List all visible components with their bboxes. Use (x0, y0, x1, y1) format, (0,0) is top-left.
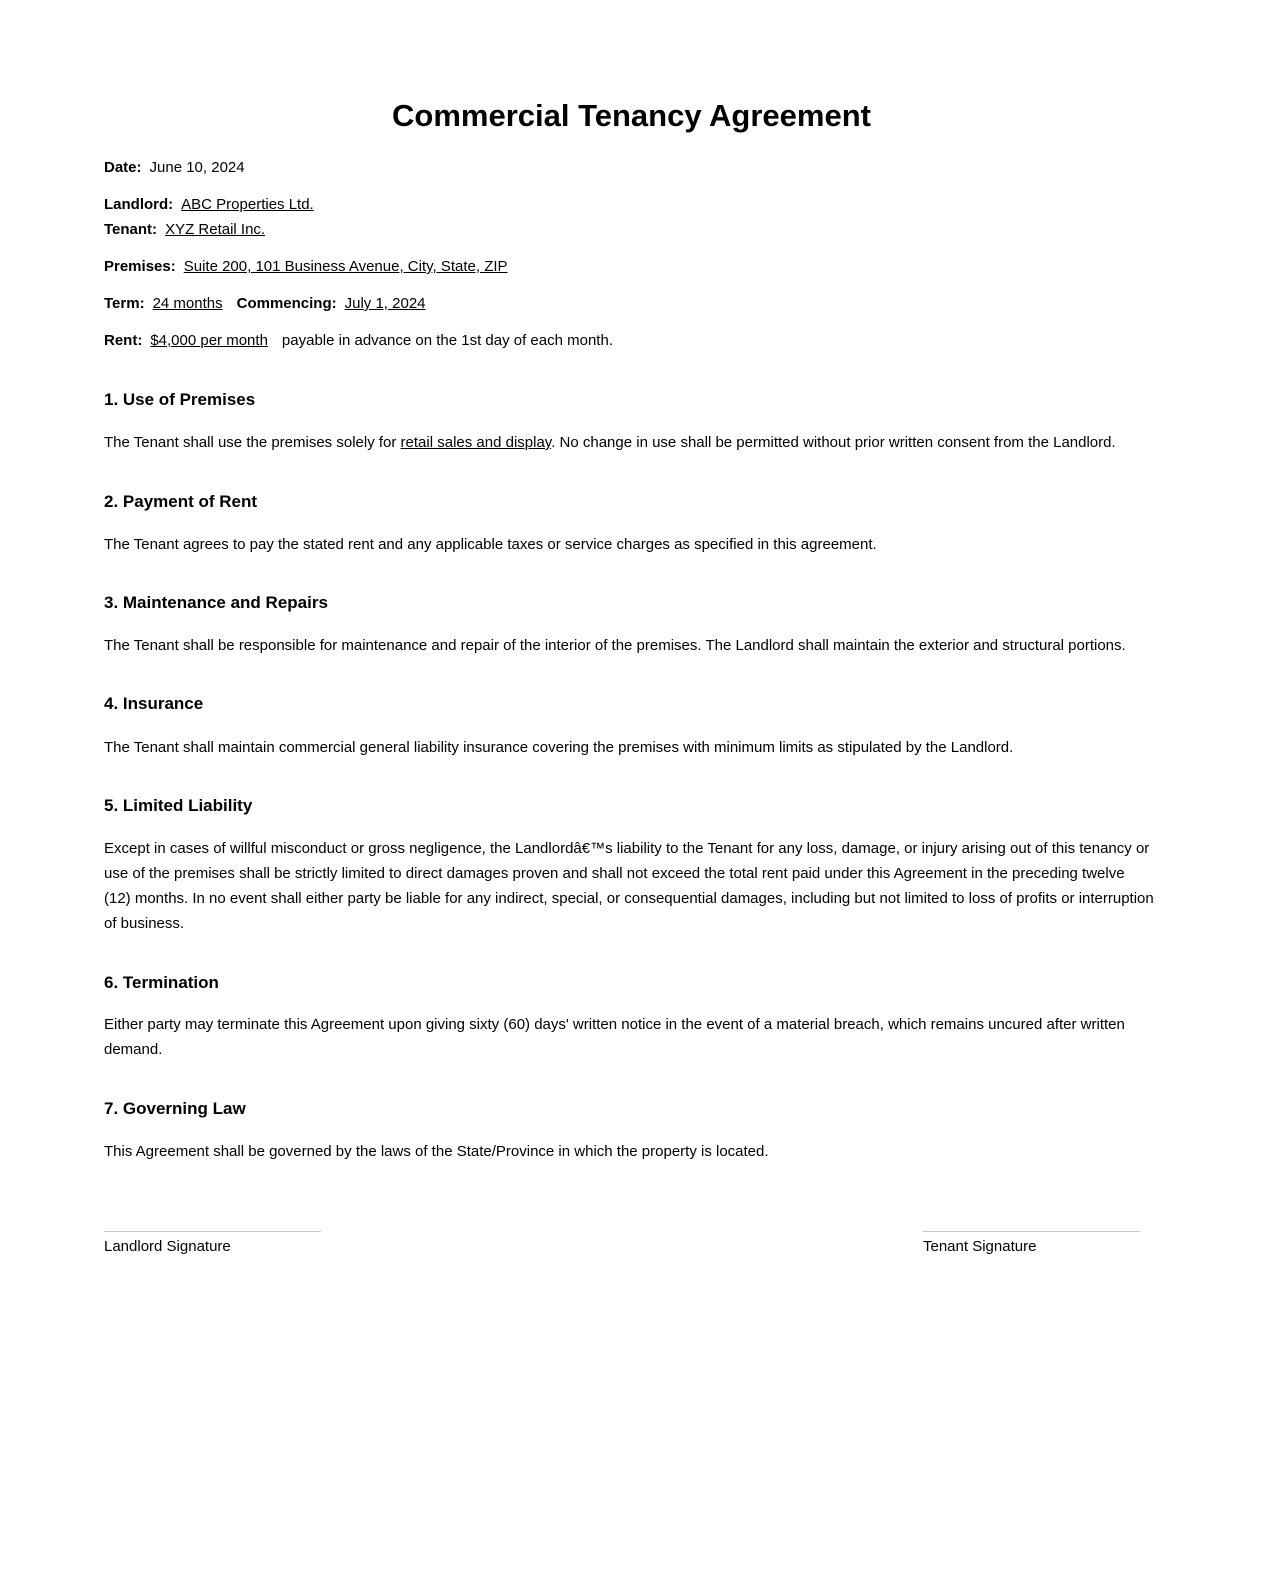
section-body: This Agreement shall be governed by the laws of the State/Province in which the property is located. (104, 1143, 769, 1160)
commencing-label: Commencing: (236, 295, 337, 312)
date-label: Date: (104, 159, 142, 176)
tenant-value: XYZ Retail Inc. (165, 221, 266, 238)
date-row (104, 157, 245, 179)
section-body: The Tenant shall maintain commercial general liability insurance covering the premises with minimum limits as stipulated by the Landlord. (104, 739, 1014, 756)
landlord-signature-block (104, 1231, 321, 1258)
section-heading: 4. Insurance (104, 694, 204, 713)
premises-row (104, 256, 508, 278)
section-heading: 2. Payment of Rent (104, 492, 258, 511)
section-heading: 6. Termination (104, 973, 219, 992)
permitted-use-value: retail sales and display (400, 434, 552, 451)
rent-note: payable in advance on the 1st day of each month. (281, 332, 613, 349)
tenant-signature-label: Tenant Signature (923, 1238, 1037, 1255)
term-row (104, 293, 426, 315)
premises-value: Suite 200, 101 Business Avenue, City, State, ZIP (183, 258, 508, 275)
section-heading: 3. Maintenance and Repairs (104, 593, 328, 612)
section-text: The Tenant shall use the premises solely for (104, 434, 401, 451)
landlord-value: ABC Properties Ltd. (181, 196, 314, 213)
section-body: The Tenant shall be responsible for maintenance and repair of the interior of the premises. The Landlord shall maintain the exterior and structural portions. (104, 637, 1126, 654)
date-value: June 10, 2024 (149, 159, 245, 176)
term-label: Term: (104, 295, 145, 312)
section-body: Either party may terminate this Agreement upon giving sixty (60) days' written notice in the event of a material breach, which remains uncured after written demand. (104, 1016, 1125, 1058)
section-heading: 5. Limited Liability (104, 796, 253, 815)
section-heading: 7. Governing Law (104, 1099, 246, 1118)
section-body: Except in cases of willful misconduct or gross negligence, the Landlordâ€™s liability to the Tenant for any loss, damage, or injury arising out of this tenancy or use of the premises shall be strictly limited to direct damages proven and shall not exceed the total rent paid under this Agreement in the preceding twelve (12) months. In no event shall either party be liable for any indirect, special, or consequential damages, including but not limited to loss of profits or interruption of business. (104, 840, 1154, 932)
section-body: The Tenant agrees to pay the stated rent and any applicable taxes or service charges as specified in this agreement. (104, 536, 877, 553)
rent-label: Rent: (104, 332, 143, 349)
section-text: . No change in use shall be permitted without prior written consent from the Landlord. (551, 434, 1116, 451)
term-value: 24 months (152, 295, 223, 312)
rent-value: $4,000 per month (150, 332, 268, 349)
tenant-signature-block (923, 1231, 1140, 1258)
landlord-signature-label: Landlord Signature (104, 1238, 231, 1255)
tenant-row (104, 219, 265, 241)
section-body (104, 430, 1154, 455)
landlord-label: Landlord: (104, 196, 174, 213)
commencing-value: July 1, 2024 (344, 295, 426, 312)
tenant-label: Tenant: (104, 221, 158, 238)
tenant-signature-line (923, 1231, 1140, 1232)
section-heading: 1. Use of Premises (104, 390, 256, 409)
landlord-row (104, 194, 314, 216)
landlord-signature-line (104, 1231, 321, 1232)
document-title: Commercial Tenancy Agreement (392, 98, 871, 133)
premises-label: Premises: (104, 258, 176, 275)
rent-row (104, 330, 613, 352)
